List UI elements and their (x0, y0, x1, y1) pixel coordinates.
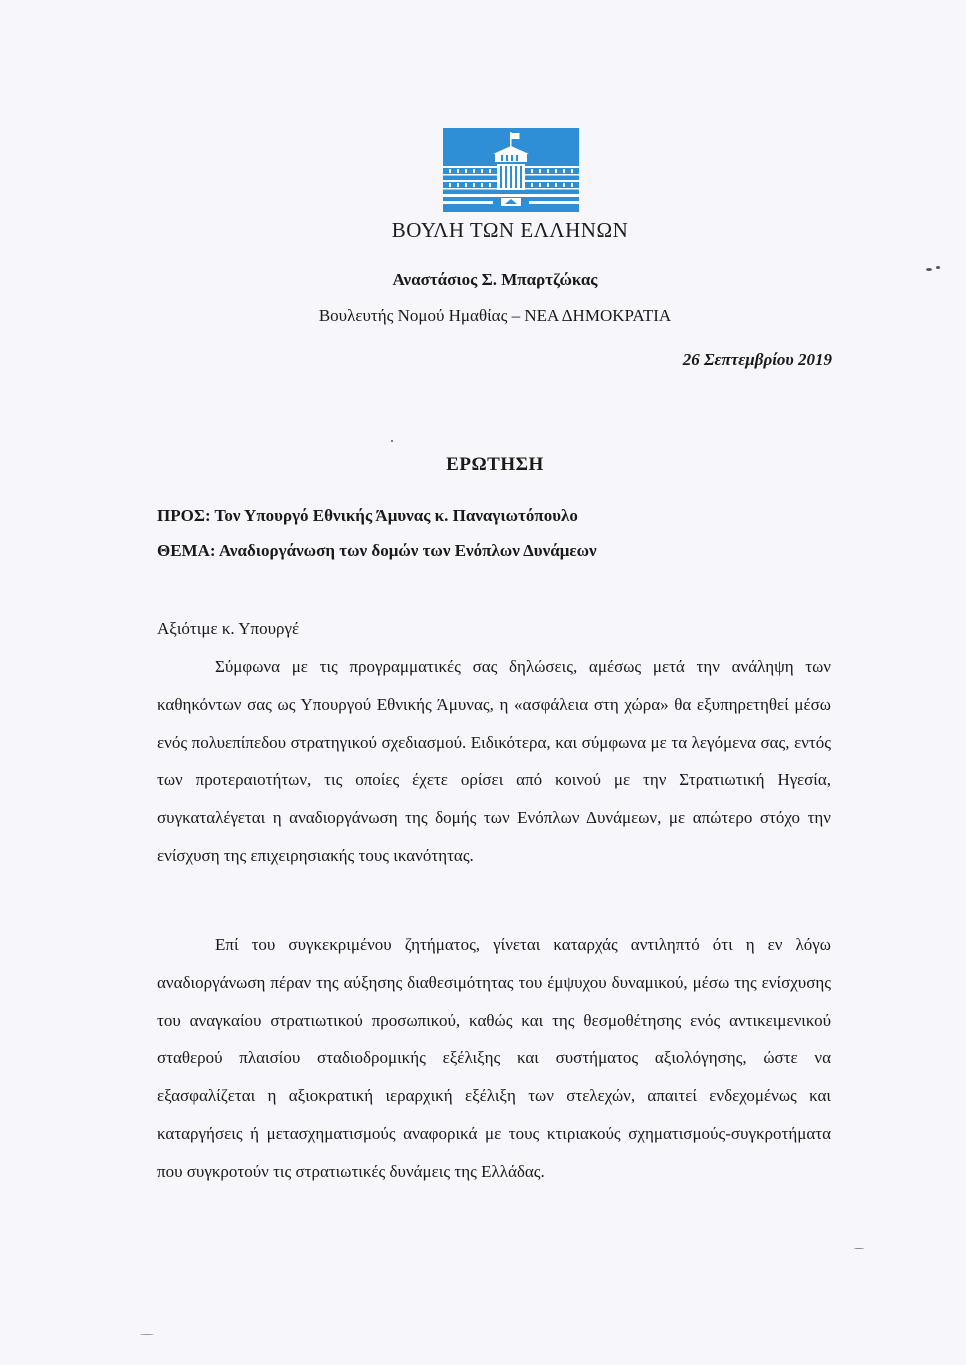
parliament-logo-icon (443, 128, 579, 212)
document-title: ΕΡΩΤΗΣΗ (446, 454, 544, 475)
subject-line: ΘΕΜΑ: Αναδιοργάνωση των δομών των Ενόπλων Δυνάμεων (157, 541, 597, 560)
recipient-line: ΠΡΟΣ: Τον Υπουργό Εθνικής Άμυνας κ. Παναγιωτόπουλο (157, 506, 578, 525)
letter-date: 26 Σεπτεμβρίου 2019 (682, 350, 832, 369)
author-name: Αναστάσιος Σ. Μπαρτζώκας (392, 270, 598, 289)
scan-speck (936, 266, 940, 269)
scan-speck (140, 1334, 154, 1335)
body-paragraph-2: Επί του συγκεκριμένου ζητήματος, γίνεται καταρχάς αντιληπτό ότι η εν λόγω αναδιοργάνωση πέραν της αύξησης διαθεσιμότητας του έμψυχου δυναμικού, μέσω της ενίσχυσης του αναγκαίου στρατιωτικού προσωπικού, καθώς και της θεσμοθέτησης ενός αντικειμενικού σταθερού πλαισίου σταδιοδρομικής εξέλιξης και συστήματος αξιολόγησης, ώστε να εξασφαλίζεται η αξιοκρατική ιεραρχική εξέλιξη των στελεχών, απαιτεί ενδεχομένως και καταργήσεις ή μετασχηματισμούς αναφορικά με τους κτιριακούς σχηματισμούς-συγκροτήματα που συγκροτούν τις στρατιωτικές δυνάμεις της Ελλάδας. (157, 935, 831, 1181)
scan-speck (926, 268, 932, 271)
author-role: Βουλευτής Νομού Ημαθίας – ΝΕΑ ΔΗΜΟΚΡΑΤΙΑ (318, 306, 672, 325)
scan-speck (854, 1248, 864, 1249)
salutation: Αξιότιμε κ. Υπουργέ (157, 619, 300, 638)
scan-speck (391, 440, 393, 442)
body-paragraph-1: Σύμφωνα με τις προγραμματικές σας δηλώσεις, αμέσως μετά την ανάληψη των καθηκόντων σας ως Υπουργού Εθνικής Άμυνας, η «ασφάλεια στη χώρα» θα εξυπηρετηθεί μέσω ενός πολυεπίπεδου στρατηγικού σχεδιασμού. Ειδικότερα, και σύμφωνα με τα λεγόμενα σας, εντός των προτεραιοτήτων, τις οποίες έχετε ορίσει από κοινού με την Στρατιωτική Ηγεσία, συγκαταλέγεται η αναδιοργάνωση της δομής των Ενόπλων Δυνάμεων, με απώτερο στόχο την ενίσχυση της επιχειρησιακής τους ικανότητας. (157, 657, 831, 865)
organization-name: ΒΟΥΛΗ ΤΩΝ ΕΛΛΗΝΩΝ (391, 218, 629, 242)
